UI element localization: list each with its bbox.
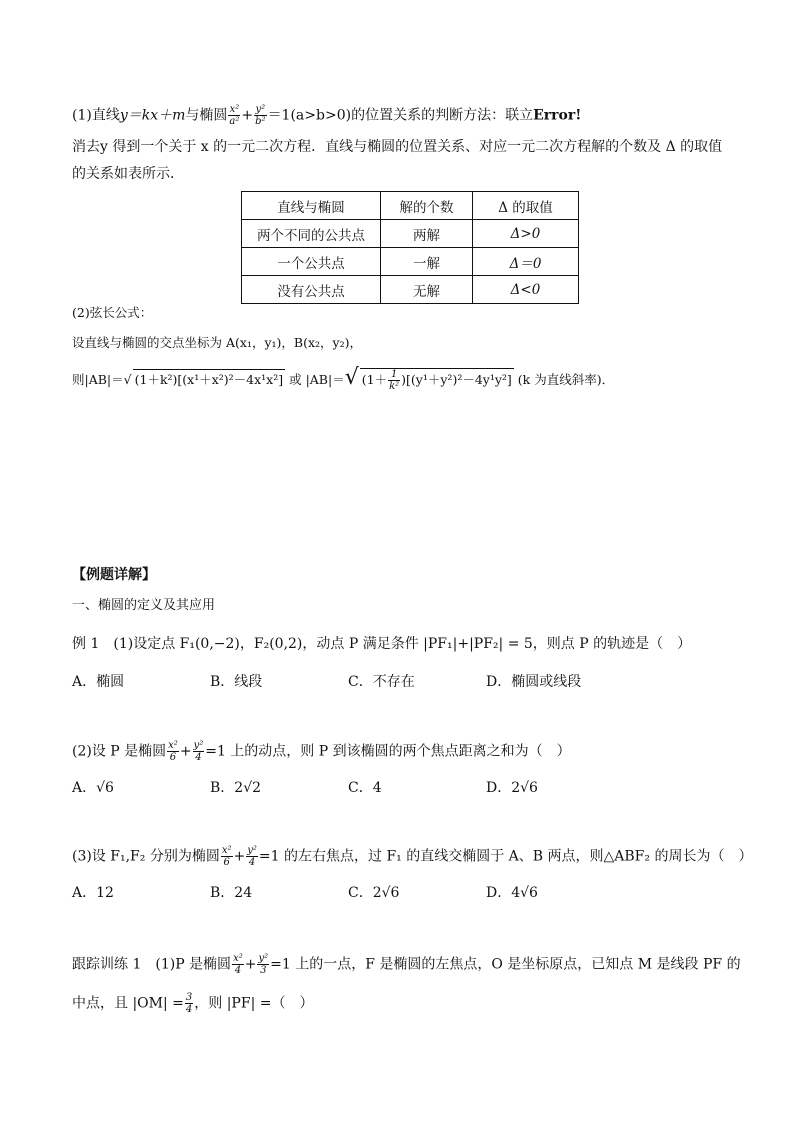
option-d[interactable]: D．椭圆或线段 [486, 674, 582, 690]
error-text: Error! [533, 107, 582, 124]
line-equation: y＝kx＋m [119, 107, 186, 124]
ellipse-frac-y: $\frac{\text{y²}}{\text{b²}}$ [255, 104, 266, 127]
chord-sqrt-1: (1＋k²)[(x¹＋x²)²－4x¹x²] [133, 369, 286, 390]
table-header-row [242, 192, 579, 220]
table-cell: 两个不同的公共点 [242, 220, 381, 248]
table-cell: Δ<0 [473, 276, 579, 304]
table-cell: 无解 [381, 276, 473, 304]
option-c[interactable]: C．2√6 [348, 885, 400, 901]
table-header: 解的个数 [381, 192, 473, 220]
intro-with: 与椭圆 [185, 107, 228, 124]
section-subheading: 一、椭圆的定义及其应用 [72, 598, 216, 613]
table-cell: 没有公共点 [242, 276, 381, 304]
chord-sqrt-2: (1＋ $\frac{1}{\text{k²}}$ )[(y¹＋y²)²－4y¹y²] [361, 369, 512, 392]
intro-label: (1)直线 [72, 107, 120, 124]
ellipse-frac-x: $\frac{\text{x²}}{\text{a²}}$ [229, 104, 240, 127]
chord-title: (2)弦长公式： [72, 305, 153, 320]
table-row [242, 276, 579, 304]
chord-line-1: 设直线与椭圆的交点坐标为 A(x₁，y₁)，B(x₂，y₂)， [72, 335, 362, 350]
option-b[interactable]: B．24 [210, 885, 253, 901]
table-cell: 一个公共点 [242, 248, 381, 276]
table-cell: 一解 [381, 248, 473, 276]
option-d[interactable]: D．4√6 [486, 885, 538, 901]
option-b[interactable]: B．2√2 [210, 780, 262, 796]
option-d[interactable]: D．2√6 [486, 780, 538, 796]
intro-line-2: 消去y 得到一个关于 x 的一元二次方程．直线与椭圆的位置关系、对应一元二次方程解的个数及 Δ 的取值 [72, 139, 723, 155]
table-row [242, 248, 579, 276]
intro-line-3: 的关系如表所示． [72, 166, 184, 182]
ellipse-eq-rest: ＝1(a>b>0) [267, 107, 352, 124]
option-a[interactable]: A．12 [72, 885, 114, 901]
table-cell: Δ＝0 [473, 248, 579, 276]
table-cell: Δ>0 [473, 220, 579, 248]
section-heading: 【例题详解】 [72, 567, 156, 583]
example-1-question-3: (3)设 F₁,F₂ 分别为椭圆 $\frac{\text{x²}}{6}$ + $\frac{\text{y²}}{4}$ =1 的左右焦点，过 F₁ 的直线交椭圆于 A、B 两点，则△ABF₂ 的周长为（ ） [72, 845, 753, 868]
table-row [242, 220, 579, 248]
table-header: Δ 的取值 [473, 192, 579, 220]
example-1-question-1: 例 1 (1)设定点 F₁(0,−2)，F₂(0,2)，动点 P 满足条件 |PF₁|+|PF₂| = 5，则点 P 的轨迹是（ ） [72, 636, 692, 652]
example-1-question-2: (2)设 P 是椭圆 $\frac{\text{x²}}{6}$ + $\frac{\text{y²}}{4}$ =1 上的动点，则 P 到该椭圆的两个焦点距离之和为（ ） [72, 740, 571, 763]
track-question-line-2: 中点，且 |OM| = $\frac{3}{4}$ ，则 |PF| =（ ） [72, 992, 314, 1015]
option-c[interactable]: C．不存在 [348, 674, 415, 690]
option-a[interactable]: A．椭圆 [72, 674, 125, 690]
intro-line-1: (1)直线y＝kx＋m与椭圆 $\frac{\text{x²}}{\text{a²}}$ + $\frac{\text{y²}}{\text{b²}}$ ＝1(a>b>0)的位置关系的判断方法：联立Error! [72, 104, 582, 127]
table-cell: 两解 [381, 220, 473, 248]
option-c[interactable]: C．4 [348, 780, 382, 796]
track-question-line-1: 跟踪训练 1 (1)P 是椭圆 $\frac{\text{x²}}{4}$ + $\frac{\text{y²}}{3}$ =1 上的一点，F 是椭圆的左焦点，O 是坐标原点，已知点 M 是线段 PF 的 [72, 953, 741, 976]
option-b[interactable]: B．线段 [210, 674, 263, 690]
intro-tail: 的位置关系的判断方法：联立 [351, 107, 534, 124]
option-a[interactable]: A．√6 [72, 780, 114, 796]
table-header: 直线与椭圆 [242, 192, 381, 220]
chord-line-2: 则|AB|＝√ (1＋k²)[(x¹＋x²)²－4x¹x²] 或 |AB|＝√ (1＋ $\frac{1}{\text{k²}}$ )[(y¹＋y²)²－4y¹y²] (k 为直线斜率)． [72, 365, 615, 392]
relation-table [241, 191, 579, 304]
